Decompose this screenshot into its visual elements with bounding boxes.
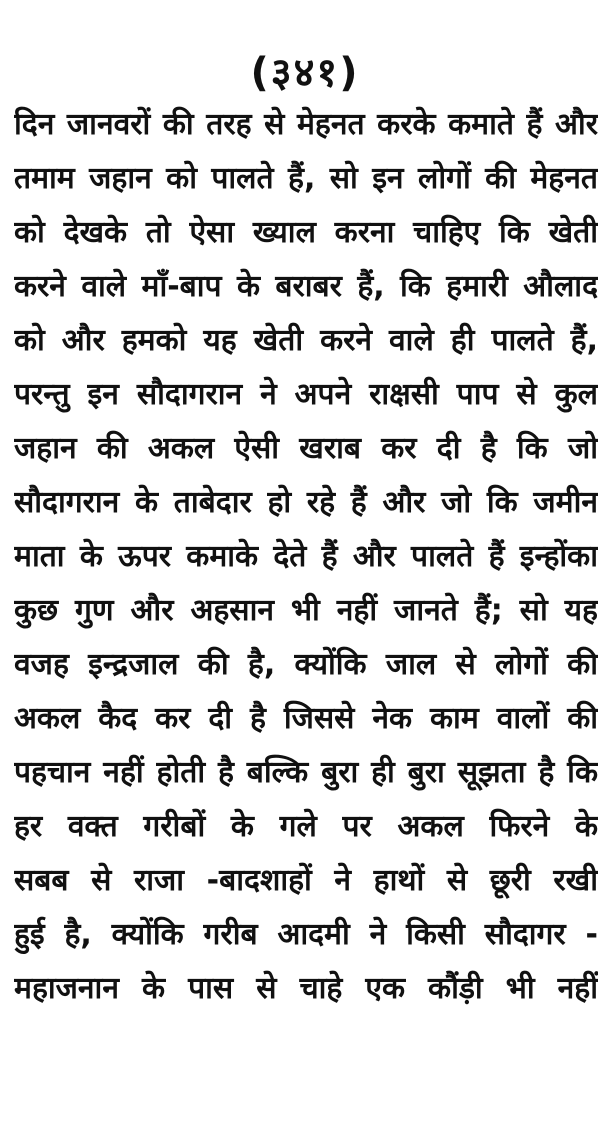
text-line: जहान की अकल ऐसी खराब कर दी है कि जो [14,431,598,466]
text-line: कुछ गुण और अहसान भी नहीं जानते हैं; सो यह [14,593,598,628]
text-line: सबब से राजा -बादशाहों ने हाथों से छूरी रखी [14,863,598,898]
page-body-text [14,98,598,1016]
text-line: करने वाले माँ-बाप के बराबर हैं, कि हमारी औलाद [14,269,598,304]
text-line: अकल कैद कर दी है जिससे नेक काम वालों की [14,701,598,736]
page-number: (३४१) [250,50,360,96]
text-line: सौदागरान के ताबेदार हो रहे हैं और जो कि जमीन [14,485,598,520]
text-line: पहचान नहीं होती है बल्कि बुरा ही बुरा सूझता है कि [14,755,598,790]
text-line: को और हमको यह खेती करने वाले ही पालते हैं, [14,323,598,358]
text-line: हुई है, क्योंकि गरीब आदमी ने किसी सौदागर - [14,917,598,952]
text-line: को देखके तो ऐसा ख्याल करना चाहिए कि खेती [14,215,598,250]
text-line: वजह इन्द्रजाल की है, क्योंकि जाल से लोगों की [14,647,598,682]
text-line: हर वक्त गरीबों के गले पर अकल फिरने के [14,809,598,844]
text-line: तमाम जहान को पालते हैं, सो इन लोगों की मेहनत [14,161,598,196]
text-line: महाजनान के पास से चाहे एक कौंड़ी भी नहीं [14,971,598,1006]
text-line: दिन जानवरों की तरह से मेहनत करके कमाते हैं और [14,107,598,142]
text-line: परन्तु इन सौदागरान ने अपने राक्षसी पाप से कुल [14,377,598,412]
text-line: माता के ऊपर कमाके देते हैं और पालते हैं इन्होंका [14,539,598,574]
